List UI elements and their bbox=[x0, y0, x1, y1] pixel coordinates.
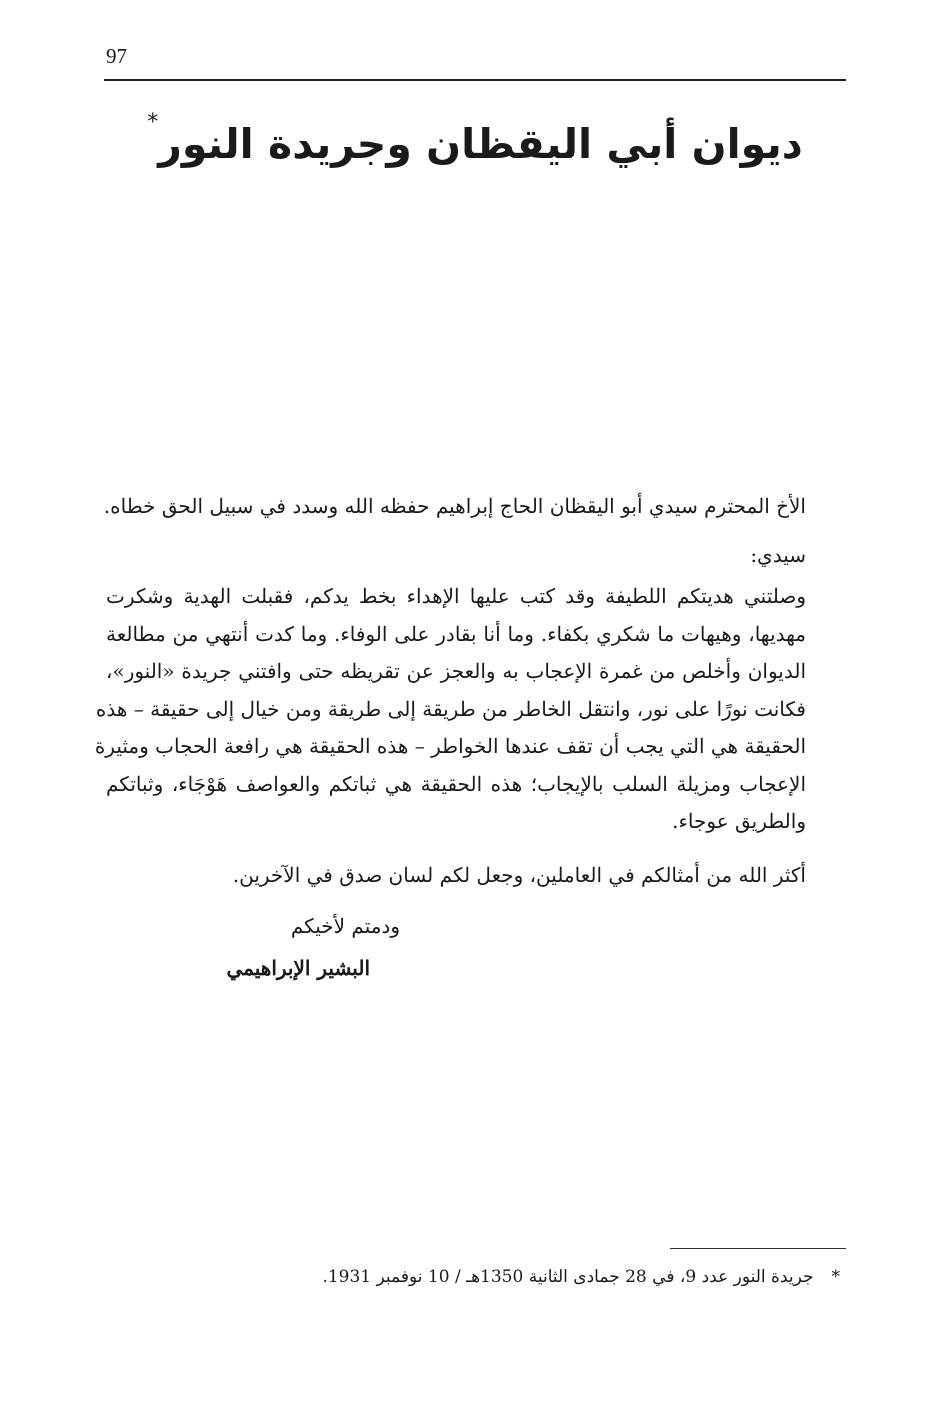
letter-body-line: والطريق عوجاء. bbox=[672, 809, 806, 833]
letter-salutation: سيدي: bbox=[750, 543, 806, 567]
letter-body-line: الديوان وأخلص من غمرة الإعجاب به والعجز عن تقريظه حتى وافتني جريدة «النور»، bbox=[106, 659, 806, 683]
footnote-mark: * bbox=[831, 1267, 840, 1287]
page-number: 97 bbox=[106, 44, 127, 68]
letter-body-line: مهديها، وهيهات ما شكري بكفاء. وما أنا بقادر على الوفاء. وما كدت أنتهي من مطالعة bbox=[106, 621, 806, 646]
letter-body-line: وصلتني هديتكم اللطيفة وقد كتب عليها الإهداء بخط يدكم، فقبلت الهدية وشكرت bbox=[106, 584, 806, 608]
page-title bbox=[104, 112, 846, 176]
letter-body bbox=[94, 578, 806, 841]
letter-body-line: الإعجاب ومزيلة السلب بالإيجاب؛ هذه الحقيقة هي ثباتكم والعواصف هَوْجَاء، وثباتكم bbox=[106, 771, 806, 796]
letter-closing: أكثر الله من أمثالكم في العاملين، وجعل لكم لسان صدق في الآخرين. bbox=[232, 863, 806, 887]
letter-body-line: الحقيقة هي التي يجب أن تقف عندها الخواطر – هذه الحقيقة هي رافعة الحجاب ومثيرة bbox=[94, 734, 806, 758]
footnote bbox=[240, 1262, 840, 1292]
letter-signoff: ودمتم لأخيكم bbox=[290, 914, 400, 938]
title-footnote-mark: * bbox=[147, 110, 159, 135]
letter-signature: البشير الإبراهيمي bbox=[226, 956, 370, 980]
header-rule bbox=[104, 79, 846, 81]
letter-greeting: الأخ المحترم سيدي أبو اليقظان الحاج إبراهيم حفظه الله وسدد في سبيل الحق خطاه. bbox=[103, 494, 806, 518]
letter-body-line: فكانت نورًا على نور، وانتقل الخاطر من طريقة إلى طريقة ومن خيال إلى حقيقة – هذه bbox=[95, 696, 806, 721]
footnote-text: جريدة النور عدد 9، في 28 جمادى الثانية 1350هـ / 10 نوفمبر 1931. bbox=[322, 1267, 814, 1287]
footnote-rule bbox=[670, 1248, 846, 1249]
page-title-text: ديوان أبي اليقظان وجريدة النور bbox=[158, 120, 803, 168]
